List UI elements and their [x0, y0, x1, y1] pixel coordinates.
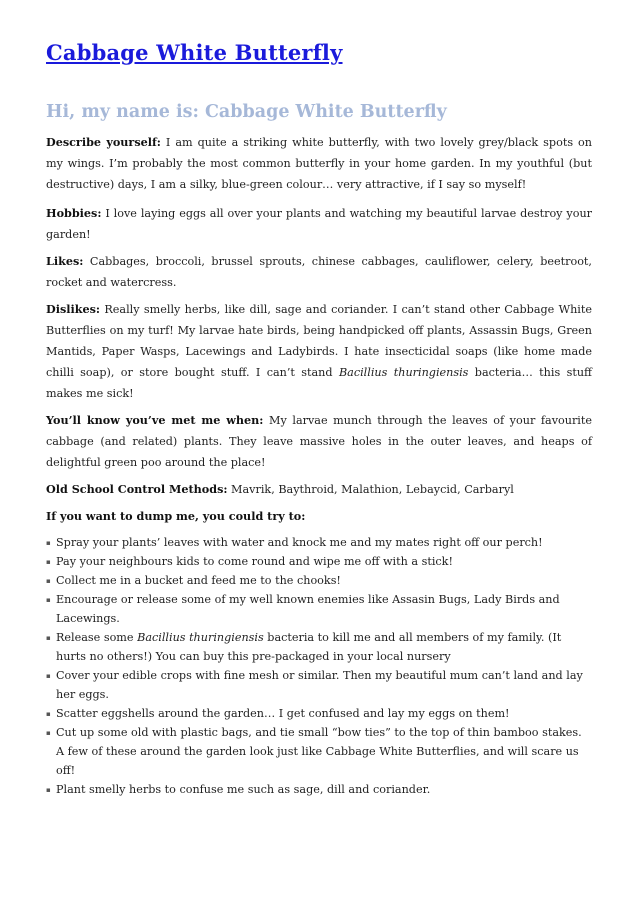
- dislikes-label: Dislikes:: [46, 302, 101, 316]
- dislikes-italic: Bacillius thuringiensis: [338, 366, 469, 379]
- list-item-text: Encourage or release some of my well known enemies like Assasin Bugs, Lady Birds and Lacewings.: [56, 593, 560, 625]
- hobbies-text: I love laying eggs all over your plants and watching my beautiful larvae destroy your garden!: [46, 207, 592, 241]
- list-item-text: Scatter eggshells around the garden… I get confused and lay my eggs on them!: [56, 707, 510, 720]
- list-item-text: Cut up some old with plastic bags, and tie small “bow ties” to the top of thin bamboo stakes. A few of these around the garden look just like Cabbage White Butterflies, and will scare us off!: [56, 726, 582, 777]
- list-item: [46, 552, 592, 571]
- describe-label: Describe yourself:: [46, 135, 161, 149]
- dislikes-text-after: bacteria… this stuff makes me sick!: [46, 366, 592, 400]
- dump-heading-paragraph: [46, 506, 592, 527]
- list-item-text: Spray your plants’ leaves with water and knock me and my mates right off our perch!: [56, 536, 543, 549]
- describe-paragraph: [46, 132, 592, 195]
- bullet-icon: ▪: [46, 596, 51, 604]
- list-item: [46, 590, 592, 628]
- met-text: My larvae munch through the leaves of your favourite cabbage (and related) plants. They leave massive holes in the outer leaves, and heaps of delightful green poo around the place!: [46, 414, 592, 469]
- list-item-text: Pay your neighbours kids to come round and wipe me off with a stick!: [56, 555, 453, 568]
- met-label: You’ll know you’ve met me when:: [46, 413, 264, 427]
- bullet-icon: ▪: [46, 577, 51, 585]
- describe-text: I am quite a striking white butterfly, with two lovely grey/black spots on my wings. I’m probably the most common butterfly in your home garden. In my youthful (but destructive) days, I am a silky, blue-green colour… very attractive, if I say so myself!: [46, 136, 592, 191]
- bullet-icon: ▪: [46, 729, 51, 737]
- page-title: Cabbage White Butterfly: [46, 40, 343, 65]
- list-item-text-after: bacteria to kill me and all members of my family. (It hurts no others!) You can buy this pre-packaged in your local nursery: [56, 631, 562, 663]
- met-paragraph: [46, 410, 592, 473]
- oldschool-label: Old School Control Methods:: [46, 482, 228, 496]
- dislikes-text-before: Really smelly herbs, like dill, sage and coriander. I can’t stand other Cabbage White Butterflies on my turf! My larvae hate birds, being handpicked off plants, Assassin Bugs, Green Mantids, Paper Wasps, Lacewings and Ladybirds. I hate insecticidal soaps (like home made chilli soap), or store bought stuff. I can’t stand: [46, 303, 592, 379]
- list-item-text-before: Release some: [56, 631, 138, 644]
- list-item-text: Cover your edible crops with fine mesh or similar. Then my beautiful mum can’t land and lay her eggs.: [56, 669, 583, 701]
- list-item-text: Collect me in a bucket and feed me to the chooks!: [56, 574, 341, 587]
- hobbies-paragraph: [46, 203, 592, 245]
- list-item: [46, 628, 592, 666]
- bullet-icon: ▪: [46, 786, 51, 794]
- bullet-icon: ▪: [46, 710, 51, 718]
- list-item: [46, 780, 592, 799]
- bullet-icon: ▪: [46, 672, 51, 680]
- page-subtitle: Hi, my name is: Cabbage White Butterfly: [46, 102, 447, 122]
- list-item: [46, 571, 592, 590]
- likes-text: Cabbages, broccoli, brussel sprouts, chinese cabbages, cauliflower, celery, beetroot, rocket and watercress.: [46, 255, 592, 289]
- bullet-icon: ▪: [46, 539, 51, 547]
- list-item-text: Plant smelly herbs to confuse me such as sage, dill and coriander.: [56, 783, 431, 796]
- bullet-icon: ▪: [46, 634, 51, 642]
- likes-label: Likes:: [46, 254, 84, 268]
- oldschool-text: Mavrik, Baythroid, Malathion, Lebaycid, Carbaryl: [227, 483, 514, 496]
- oldschool-paragraph: [46, 479, 592, 500]
- list-item: [46, 533, 592, 552]
- list-item: [46, 704, 592, 723]
- list-item: [46, 723, 592, 780]
- hobbies-label: Hobbies:: [46, 206, 102, 220]
- dislikes-paragraph: [46, 299, 592, 404]
- bullet-icon: ▪: [46, 558, 51, 566]
- dump-heading: If you want to dump me, you could try to:: [46, 509, 306, 523]
- list-item-italic: Bacillius thuringiensis: [137, 631, 264, 644]
- list-item: [46, 666, 592, 704]
- tips-list: [46, 533, 592, 799]
- likes-paragraph: [46, 251, 592, 293]
